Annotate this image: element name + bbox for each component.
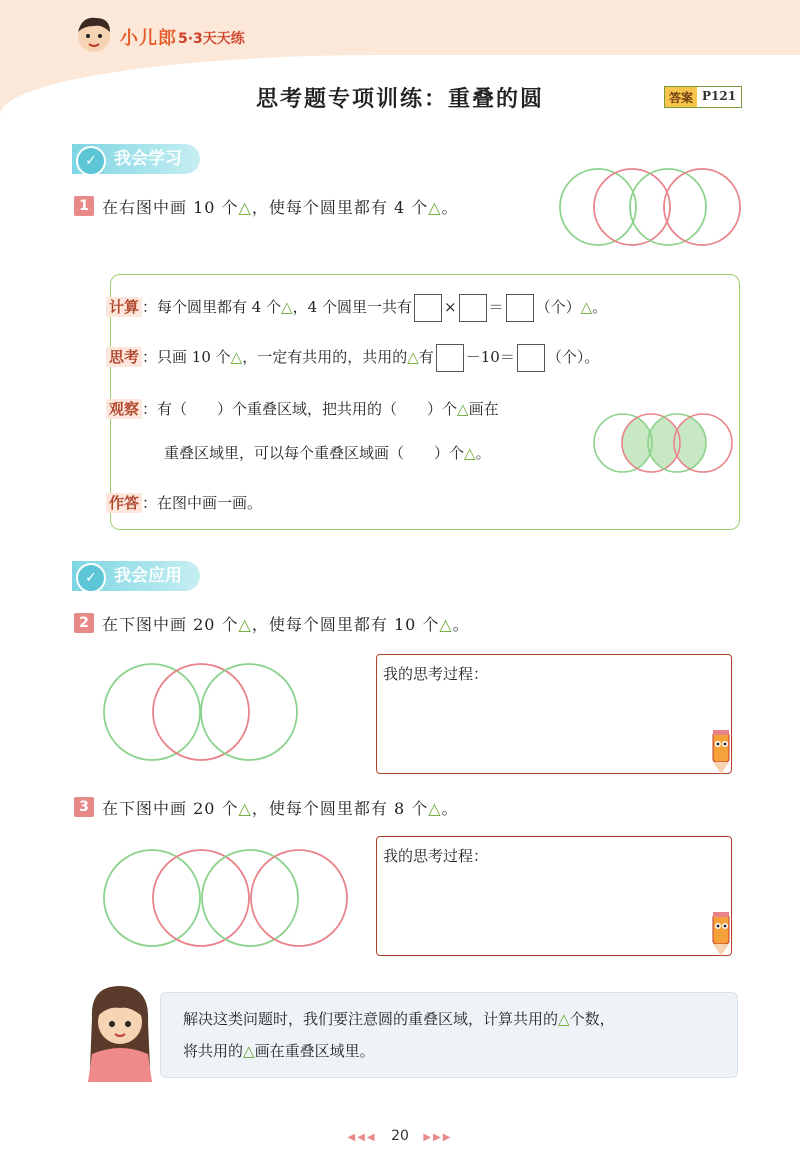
girl-mascot-icon — [74, 978, 170, 1082]
section-learn-label: 我会学习 — [114, 149, 182, 169]
tip-box — [160, 992, 738, 1078]
question-2-text — [102, 612, 470, 635]
q3-thinking-label: 我的思考过程： — [383, 847, 489, 865]
question-3-number: 3 — [74, 797, 94, 817]
triangle-icon: △ — [238, 799, 252, 818]
q1-text-a: 在右图中画 10 个 — [102, 198, 239, 217]
q1-text-c: 。 — [441, 198, 459, 217]
answer-page: P121 — [697, 87, 741, 107]
four-circles-diagram-2[interactable] — [100, 846, 354, 950]
tip-line-2 — [183, 1037, 375, 1065]
calc-text-b: ，4 个圆里一共有 — [292, 298, 412, 316]
answer-badge[interactable] — [664, 86, 742, 108]
question-3-text — [102, 796, 459, 819]
triangle-icon: △ — [281, 298, 293, 316]
question-1-number: 1 — [74, 196, 94, 216]
tip-line-1a: 解决这类问题时，我们要注意圆的重叠区域，计算共用的 — [183, 1010, 559, 1028]
answer-box[interactable] — [517, 344, 545, 372]
triangle-icon: △ — [238, 198, 252, 217]
q2-thinking-box[interactable] — [376, 654, 732, 774]
triangle-icon: △ — [407, 348, 419, 366]
triangle-icon: △ — [428, 198, 442, 217]
series-name: 5·3天天练 — [178, 31, 245, 47]
triangle-icon: △ — [457, 400, 469, 418]
page-number: 20 — [391, 1128, 409, 1144]
calc-unit: （个） — [535, 298, 581, 316]
q1-text-b: ，使每个圆里都有 4 个 — [251, 198, 429, 217]
q2-text-c: 。 — [452, 615, 470, 634]
think-text-a: ：只画 10 个 — [142, 348, 231, 366]
think-text-e: （个）。 — [546, 348, 600, 366]
triangle-icon: △ — [439, 615, 453, 634]
four-circles-diagram[interactable] — [556, 166, 746, 248]
q3-text-c: 。 — [441, 799, 459, 818]
check-icon: ✓ — [76, 563, 106, 593]
calc-text-a: ：每个圆里都有 4 个 — [142, 298, 282, 316]
brand-name: 小儿郎 — [120, 28, 177, 49]
pencil-mascot-icon — [704, 726, 738, 776]
triangle-icon: △ — [558, 1010, 570, 1028]
tip-line-1 — [183, 1005, 615, 1033]
answer-box[interactable] — [414, 294, 442, 322]
triangle-icon: △ — [464, 444, 476, 462]
calc-equals: ＝ — [488, 298, 504, 316]
overlap-circles-diagram[interactable] — [590, 410, 734, 476]
answer-row — [106, 492, 262, 513]
left-arrows-icon: ◀◀◀ — [347, 1132, 377, 1143]
triangle-icon: △ — [230, 348, 243, 366]
check-icon: ✓ — [76, 146, 106, 176]
mascot-boy-icon — [72, 14, 116, 58]
section-apply-label: 我会应用 — [114, 566, 182, 586]
think-text-c: 有 — [418, 348, 434, 366]
q2-text-b: ，使每个圆里都有 10 个 — [251, 615, 440, 634]
tip-line-1b: 个数， — [569, 1010, 615, 1028]
triangle-icon: △ — [238, 615, 252, 634]
observe-label: 观察 — [106, 399, 142, 419]
calc-times: × — [443, 298, 457, 316]
tip-line-2b: 画在重叠区域里。 — [254, 1042, 375, 1060]
q3-thinking-box[interactable] — [376, 836, 732, 956]
q3-text-a: 在下图中画 20 个 — [102, 799, 239, 818]
q2-text-a: 在下图中画 20 个 — [102, 615, 239, 634]
answer-box[interactable] — [459, 294, 487, 322]
answer-box[interactable] — [506, 294, 534, 322]
calc-label: 计算 — [106, 297, 142, 317]
observe-text-c: 重叠区域里，可以每个重叠区域画（ ）个 — [164, 444, 465, 462]
observe-text-b: 画在 — [468, 400, 499, 418]
calc-row — [106, 294, 607, 322]
three-circles-diagram[interactable] — [100, 662, 304, 762]
question-2-number: 2 — [74, 613, 94, 633]
page-title: 思考题专项训练：重叠的圆 — [255, 87, 544, 112]
triangle-icon: △ — [428, 799, 442, 818]
calc-period: 。 — [592, 298, 608, 316]
observe-text-a: ：有（ ）个重叠区域，把共用的（ ）个 — [142, 400, 458, 418]
observe-text-d: 。 — [475, 444, 491, 462]
think-row — [106, 344, 599, 372]
think-label: 思考 — [106, 347, 142, 367]
answer-box[interactable] — [436, 344, 464, 372]
pencil-mascot-icon — [704, 908, 738, 958]
think-text-d: －10＝ — [465, 348, 515, 366]
triangle-icon: △ — [580, 298, 593, 316]
answer-label: 答案 — [665, 87, 697, 107]
observe-row-1 — [106, 398, 499, 419]
observe-row-2 — [164, 442, 491, 463]
think-text-b: ，一定有共用的，共用的 — [242, 348, 408, 366]
answer-label: 作答 — [106, 493, 142, 513]
page-footer — [0, 1128, 800, 1144]
right-arrows-icon: ▶▶▶ — [423, 1132, 453, 1143]
triangle-icon: △ — [243, 1042, 255, 1060]
q3-text-b: ，使每个圆里都有 8 个 — [251, 799, 429, 818]
tip-line-2a: 将共用的 — [183, 1042, 244, 1060]
question-1-text — [102, 195, 459, 218]
q2-thinking-label: 我的思考过程： — [383, 665, 489, 683]
answer-text: ：在图中画一画。 — [142, 494, 263, 512]
